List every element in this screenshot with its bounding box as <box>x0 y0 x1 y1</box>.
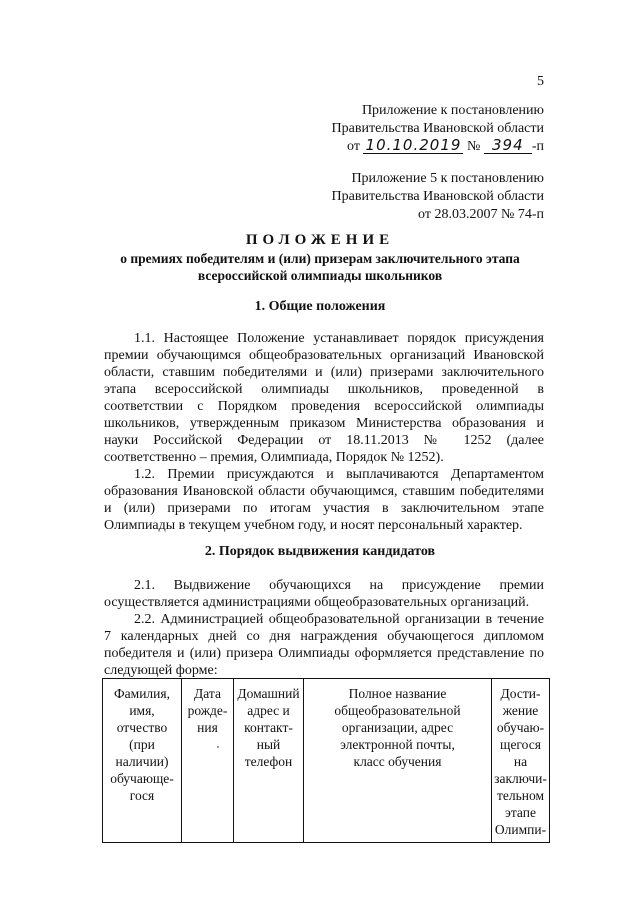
appendix-date-prefix: от <box>347 139 360 154</box>
appendix-block-original <box>332 170 544 224</box>
appendix-number-suffix: -п <box>531 139 544 154</box>
document-subtitle <box>0 250 640 284</box>
appendix-number-sign: № <box>466 139 481 154</box>
paragraph-1-1: 1.1. Настоящее Положение устанавливает порядок присуждения премии обучающимся общеобразовательных организаций Ивановской области, ставшим победителями и (или) призерами заключительного этапа всероссийской олимпиады школьников, проведенной в соответствии с Порядком проведения всероссийской олимпиады школьников, утвержденным приказом Министерства образования и науки Российской Федерации от 18.11.2013 № 1252 (далее соответственно – премия, Олимпиада, Порядок № 1252). <box>104 331 544 465</box>
appendix-line: Правительства Ивановской области <box>331 121 544 136</box>
section-2-heading: 2. Порядок выдвижения кандидатов <box>204 544 436 559</box>
appendix-line: Приложение к постановлению <box>361 103 544 118</box>
section-1-heading: 1. Общие положения <box>254 299 386 314</box>
handwritten-date: 10.10.2019 <box>363 138 463 154</box>
paragraph-1-2: 1.2. Премии присуждаются и выплачиваются Департаментом образования Ивановской области обучающимся, ставшим победителями и (или) призерами по итогам участия в заключительном этапе Олимпиады в текущем учебном году, и носят персональный характер. <box>104 467 544 533</box>
table-header-cell: Домашний адрес и контакт- ный телефон <box>234 679 304 843</box>
table-header-cell: Фамилия, имя, отчество (при наличии) обучающе- гося <box>103 679 182 843</box>
appendix-line: Правительства Ивановской области <box>331 189 544 204</box>
table-header-cell: Полное название общеобразовательной организации, адрес электронной почты, класс обучения <box>304 679 492 843</box>
paragraph-2-2: 2.2. Администрацией общеобразовательной организации в течение 7 календарных дней со дня награждения обучающегося дипломом победителя и (или) призера Олимпиады оформляется представление по следующей форме: <box>104 612 544 678</box>
scan-speck <box>217 746 219 748</box>
subtitle-line: всероссийской олимпиады школьников <box>197 268 443 283</box>
table-header-row <box>103 679 550 843</box>
appendix-line: от 28.03.2007 № 74-п <box>418 207 544 222</box>
appendix-line: Приложение 5 к постановлению <box>351 171 544 186</box>
nomination-form-table <box>102 678 550 843</box>
table-header-cell: Дости- жение обучаю- щегося на заключи- тельном этапе Олимпи- <box>492 679 550 843</box>
page-number: 5 <box>537 74 544 89</box>
paragraph-2-1: 2.1. Выдвижение обучающихся на присуждение премии осуществляется администрациями общеобразовательных организаций. <box>104 578 544 610</box>
appendix-block-current <box>332 102 544 156</box>
appendix-date-line <box>332 138 544 156</box>
subtitle-line: о премиях победителям и (или) призерам заключительного этапа <box>120 251 520 266</box>
handwritten-number: 394 <box>484 138 532 154</box>
table-header-cell: Дата рожде- ния <box>182 679 234 843</box>
document-title: ПОЛОЖЕНИЕ <box>245 232 395 248</box>
